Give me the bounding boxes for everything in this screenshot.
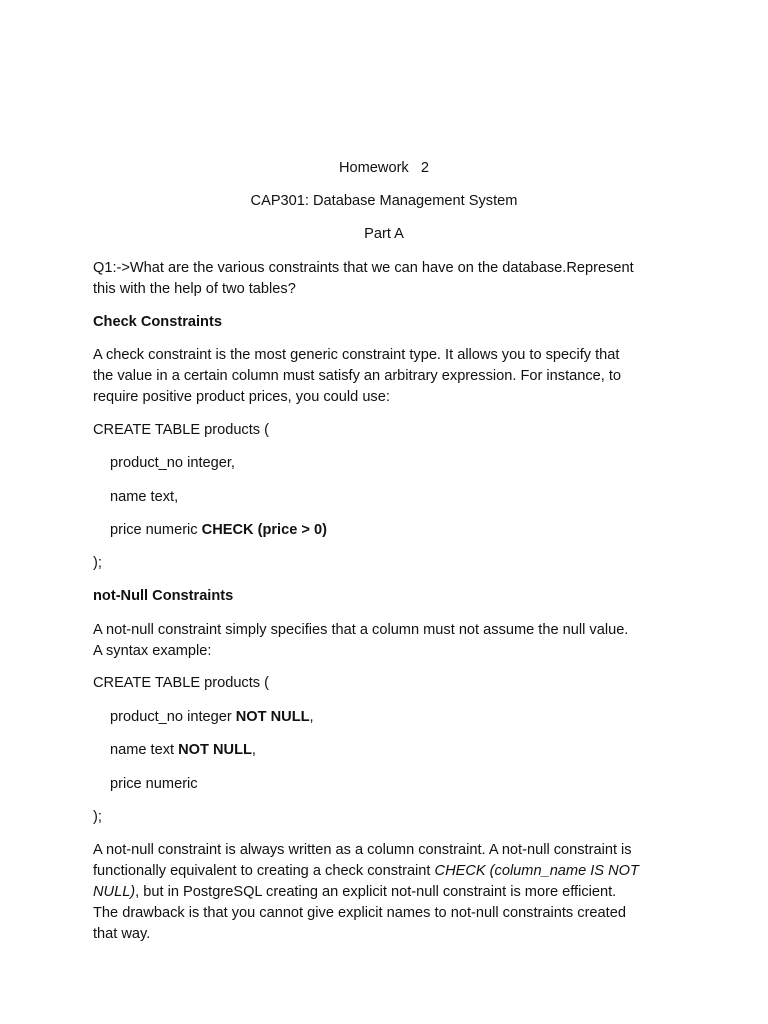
code-text: , <box>309 709 314 725</box>
italic-code: NULL) <box>93 884 136 900</box>
heading-text: not-Null Constraints <box>93 588 234 604</box>
code-end: ); <box>93 555 102 571</box>
code-check-clause: CHECK (price > 0) <box>201 522 327 538</box>
code-create-table: CREATE TABLE products ( <box>93 422 269 438</box>
notnull-explanation <box>93 840 693 945</box>
paragraph-line <box>93 882 693 903</box>
code-text: , <box>251 742 256 758</box>
code-text: name text <box>110 742 179 758</box>
text-span: , but in PostgreSQL creating an explicit not-null constraint is more efficient. <box>135 884 617 900</box>
code-notnull-clause: NOT NULL <box>235 709 310 725</box>
code-text: product_no integer <box>110 709 236 725</box>
document-title: Homework 2 <box>338 160 430 176</box>
check-description <box>93 345 693 408</box>
paragraph-line: The drawback is that you cannot give explicit names to not-null constraints created <box>93 905 626 921</box>
question-line: this with the help of two tables? <box>93 281 296 297</box>
part-label: Part A <box>364 226 404 242</box>
italic-code: CHECK (column_name IS NOT <box>434 863 639 879</box>
code-notnull-clause: NOT NULL <box>178 742 252 758</box>
question-paragraph <box>93 258 693 300</box>
code-text: price numeric <box>110 522 202 538</box>
paragraph-line: require positive product prices, you could use: <box>93 389 390 405</box>
code-column-line: price numeric <box>110 776 198 792</box>
course-title: CAP301: Database Management System <box>250 193 518 209</box>
code-column-line <box>110 740 256 761</box>
paragraph-line: that way. <box>93 926 151 942</box>
code-column-line: name text, <box>110 489 179 505</box>
section-heading-notnull <box>93 586 233 607</box>
code-end: ); <box>93 809 102 825</box>
question-line: Q1:->What are the various constraints that we can have on the database.Represent <box>93 260 634 276</box>
section-heading-check <box>93 312 222 333</box>
paragraph-line: A syntax example: <box>93 643 212 659</box>
notnull-description <box>93 620 693 662</box>
code-create-table: CREATE TABLE products ( <box>93 675 269 691</box>
text-span: functionally equivalent to creating a check constraint <box>93 863 435 879</box>
paragraph-line: A check constraint is the most generic constraint type. It allows you to specify that <box>93 347 620 363</box>
code-column-line: product_no integer, <box>110 455 235 471</box>
paragraph-line: the value in a certain column must satisfy an arbitrary expression. For instance, to <box>93 368 622 384</box>
heading-text: Check Constraints <box>93 314 222 330</box>
code-column-line <box>110 707 314 728</box>
paragraph-line <box>93 861 693 882</box>
code-column-line <box>110 520 327 541</box>
paragraph-line: A not-null constraint is always written as a column constraint. A not-null constraint is <box>93 842 632 858</box>
paragraph-line: A not-null constraint simply specifies that a column must not assume the null value. <box>93 622 629 638</box>
